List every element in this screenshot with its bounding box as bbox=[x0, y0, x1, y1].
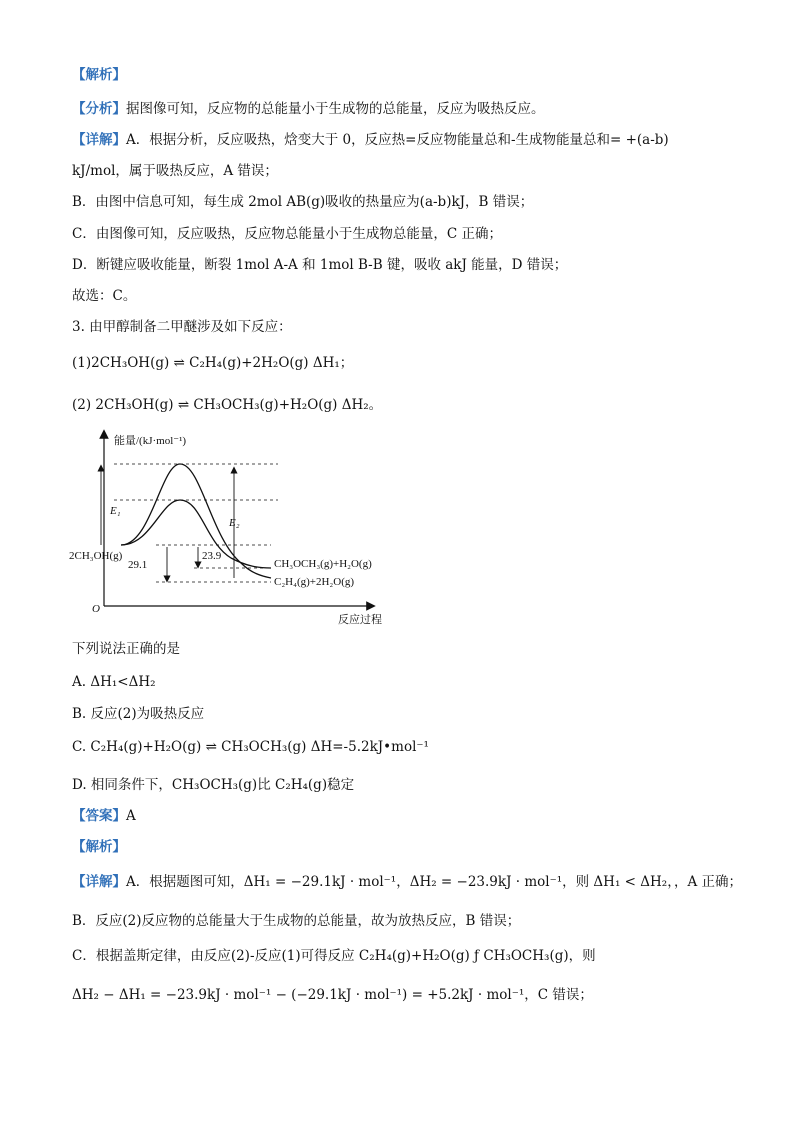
question-stem: 3. 由甲醇制备二甲醚涉及如下反应： bbox=[72, 319, 292, 335]
reaction-1: (1)2CH₃OH(g) ⇌ C₂H₄(g)+2H₂O(g) ΔH₁； bbox=[72, 355, 354, 371]
e1-label: E₁ bbox=[110, 505, 121, 517]
answer-line: 【答案】A bbox=[72, 808, 136, 824]
detail-line-a1: 【详解】A．根据分析，反应吸热，焓变大于 0，反应热=反应物能量总和-生成物能量总和= +(a-b) bbox=[72, 132, 669, 148]
detail2-line-c2: ΔH₂ − ΔH₁ = −23.9kJ · mol⁻¹ − (−29.1kJ · mol⁻¹) = +5.2kJ · mol⁻¹，C 错误； bbox=[72, 987, 593, 1003]
energy-diagram bbox=[66, 428, 396, 628]
option-d: D. 相同条件下，CH₃OCH₃(g)比 C₂H₄(g)稳定 bbox=[72, 777, 355, 793]
option-a: A. ΔH₁<ΔH₂ bbox=[72, 674, 156, 690]
y-axis-label: 能量/(kJ·mol⁻¹) bbox=[114, 435, 187, 447]
detail-line-c: C．由图像可知，反应吸热，反应物总能量小于生成物总能量，C 正确； bbox=[72, 226, 502, 242]
option-c: C. C₂H₄(g)+H₂O(g) ⇌ CH₃OCH₃(g) ΔH=-5.2kJ•mol⁻¹ bbox=[72, 739, 429, 755]
detail2-line-c1: C．根据盖斯定律，由反应(2)-反应(1)可得反应 C₂H₄(g)+H₂O(g) ƒ CH₃OCH₃(g)，则 bbox=[72, 948, 596, 964]
curve-reaction-2 bbox=[121, 500, 271, 568]
reactant-label: 2CH₃OH(g) bbox=[69, 550, 123, 562]
detail-line-d: D．断键应吸收能量，断裂 1mol A-A 和 1mol B-B 键，吸收 akJ 能量，D 错误； bbox=[72, 257, 568, 273]
value-29-1: 29.1 bbox=[128, 559, 148, 571]
product-1-label: C₂H₄(g)+2H₂O(g) bbox=[274, 576, 355, 588]
product-2-label: CH₃OCH₃(g)+H₂O(g) bbox=[274, 558, 372, 570]
detail2-line-a: 【详解】A．根据题图可知，ΔH₁ = −29.1kJ · mol⁻¹，ΔH₂ = −23.9kJ · mol⁻¹，则 ΔH₁ < ΔH₂，，A 正确； bbox=[72, 874, 742, 890]
reaction-2: (2) 2CH₃OH(g) ⇌ CH₃OCH₃(g)+H₂O(g) ΔH₂。 bbox=[72, 397, 383, 413]
origin-label: O bbox=[92, 603, 100, 615]
detail2-line-b: B．反应(2)反应物的总能量大于生成物的总能量，故为放热反应，B 错误； bbox=[72, 913, 521, 929]
analysis-line: 【分析】据图像可知，反应物的总能量小于生成物的总能量，反应为吸热反应。 bbox=[72, 101, 545, 117]
section-heading-analysis: 【解析】 bbox=[72, 67, 126, 83]
question-prompt: 下列说法正确的是 bbox=[72, 641, 180, 657]
e2-label: E₂ bbox=[229, 517, 240, 529]
detail-line-a2: kJ/mol，属于吸热反应，A 错误； bbox=[72, 163, 278, 179]
value-23-9: 23.9 bbox=[202, 550, 222, 562]
detail-line-b: B．由图中信息可知，每生成 2mol AB(g)吸收的热量应为(a-b)kJ，B 错误； bbox=[72, 194, 534, 210]
section-heading-analysis-2: 【解析】 bbox=[72, 839, 126, 855]
x-axis-label: 反应过程 bbox=[338, 614, 382, 626]
option-b: B. 反应(2)为吸热反应 bbox=[72, 706, 205, 722]
choice-line: 故选：C。 bbox=[72, 288, 137, 304]
